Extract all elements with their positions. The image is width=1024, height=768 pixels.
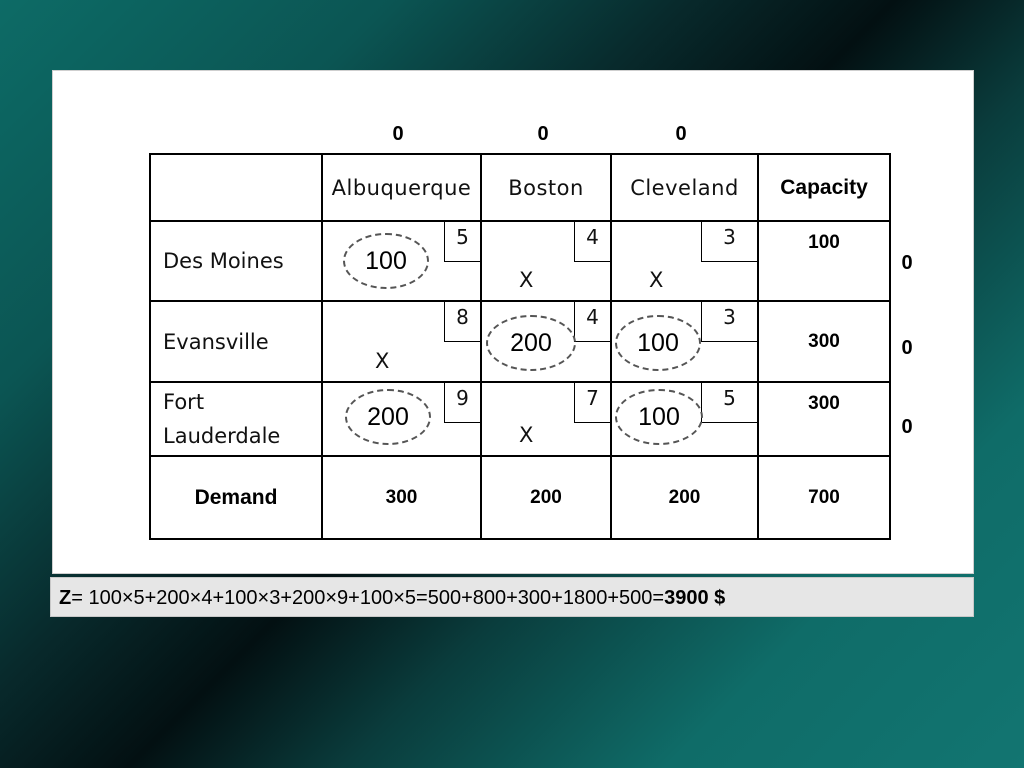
column-potential-cleveland: 0	[675, 123, 687, 145]
unit-cost: 7	[574, 383, 610, 423]
cell-fortlauderdale-boston	[481, 382, 611, 456]
unit-cost: 4	[574, 222, 610, 262]
table-row-evansville	[150, 301, 890, 382]
header-boston: Boston	[481, 154, 611, 221]
unit-cost: 3	[701, 222, 757, 262]
header-albuquerque: Albuquerque	[322, 154, 481, 221]
capacity-des-moines: 100	[758, 221, 890, 301]
source-fort-lauderdale	[150, 382, 322, 456]
demand-albuquerque: 300	[322, 456, 481, 539]
cell-evansville-albuquerque	[322, 301, 481, 382]
capacity-evansville: 300	[758, 301, 890, 382]
cell-evansville-boston	[481, 301, 611, 382]
unit-cost: 9	[444, 383, 480, 423]
formula-expression: = 100×5+200×4+100×3+200×9+100×5=500+800+300+1800+500=	[71, 587, 665, 609]
empty-cell-mark: X	[519, 423, 534, 447]
source-line: Lauderdale	[163, 424, 281, 448]
column-potential-boston: 0	[537, 123, 549, 145]
total-supply-demand: 700	[758, 456, 890, 539]
table-row-fort-lauderdale	[150, 382, 890, 456]
demand-label: Demand	[150, 456, 322, 539]
cell-desmoines-boston	[481, 221, 611, 301]
source-des-moines: Des Moines	[150, 221, 322, 301]
unit-cost: 8	[444, 302, 480, 342]
unit-cost: 5	[444, 222, 480, 262]
row-potential-des-moines: 0	[901, 252, 913, 274]
formula-result: 3900 $	[664, 587, 726, 609]
allocation-circle: 100	[615, 315, 701, 371]
transportation-table	[149, 153, 891, 540]
slide-panel	[52, 70, 974, 574]
demand-boston: 200	[481, 456, 611, 539]
corner-cell	[150, 154, 322, 221]
allocation-circle: 100	[615, 389, 703, 445]
z-label: Z	[59, 587, 72, 609]
empty-cell-mark: X	[375, 349, 390, 373]
objective-formula	[50, 577, 974, 617]
demand-cleveland: 200	[611, 456, 758, 539]
unit-cost: 4	[574, 302, 610, 342]
cell-desmoines-cleveland	[611, 221, 758, 301]
allocation-circle: 200	[486, 315, 576, 371]
source-line: Fort	[163, 390, 205, 414]
column-potentials	[53, 123, 973, 147]
header-capacity: Capacity	[758, 154, 890, 221]
allocation-circle: 100	[343, 233, 429, 289]
cell-evansville-cleveland	[611, 301, 758, 382]
row-potentials	[895, 71, 925, 573]
unit-cost: 3	[701, 302, 757, 342]
empty-cell-mark: X	[519, 268, 534, 292]
header-cleveland: Cleveland	[611, 154, 758, 221]
row-potential-fort-lauderdale: 0	[901, 416, 913, 438]
cell-fortlauderdale-cleveland	[611, 382, 758, 456]
header-row	[150, 154, 890, 221]
table-row-demand	[150, 456, 890, 539]
allocation-circle: 200	[345, 389, 431, 445]
empty-cell-mark: X	[649, 268, 664, 292]
unit-cost: 5	[701, 383, 757, 423]
row-potential-evansville: 0	[901, 337, 913, 359]
source-evansville: Evansville	[150, 301, 322, 382]
column-potential-albuquerque: 0	[392, 123, 404, 145]
cell-desmoines-albuquerque	[322, 221, 481, 301]
table-row-des-moines	[150, 221, 890, 301]
cell-fortlauderdale-albuquerque	[322, 382, 481, 456]
capacity-fort-lauderdale: 300	[758, 382, 890, 456]
